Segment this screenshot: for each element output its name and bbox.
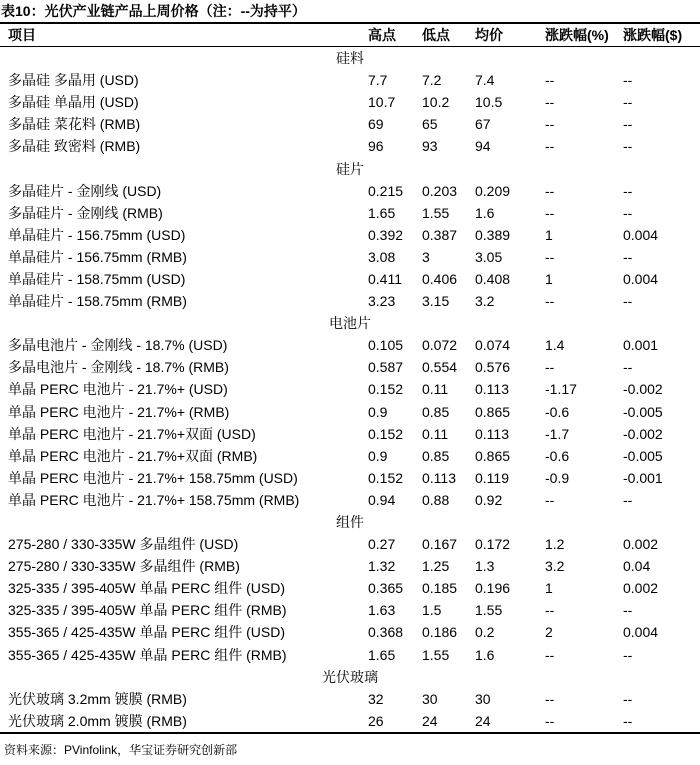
table-row <box>0 710 700 733</box>
change-usd: -- <box>623 94 633 111</box>
high-value: 0.411 <box>368 270 402 287</box>
avg-value: 0.865 <box>475 447 511 464</box>
change-usd: -- <box>623 646 633 663</box>
low-value: 1.55 <box>422 204 450 221</box>
high-value: 69 <box>368 116 384 133</box>
table-row <box>0 599 700 621</box>
high-value: 0.105 <box>368 337 404 354</box>
avg-value: 0.408 <box>475 270 511 287</box>
change-usd: -0.005 <box>623 403 663 420</box>
change-pct: -0.6 <box>545 447 570 464</box>
avg-value: 1.55 <box>475 602 503 619</box>
low-value: 1.25 <box>422 558 450 575</box>
item-name: 325-335 / 395-405W 单晶 PERC 组件 (USD) <box>8 580 285 597</box>
change-pct: 2 <box>545 624 553 641</box>
high-value: 0.587 <box>368 359 404 376</box>
high-value: 0.215 <box>368 182 404 199</box>
table-body <box>0 47 700 733</box>
low-value: 0.11 <box>422 381 449 398</box>
item-name: 光伏玻璃 2.0mm 镀膜 (RMB) <box>8 712 187 729</box>
item-name: 单晶 PERC 电池片 - 21.7%+双面 (RMB) <box>8 447 258 464</box>
change-pct: -- <box>545 712 555 729</box>
low-value: 0.11 <box>422 425 449 442</box>
header-change-pct: 涨跌幅(%) <box>545 27 609 43</box>
header-item: 项目 <box>8 27 36 43</box>
high-value: 1.65 <box>368 646 396 663</box>
avg-value: 94 <box>475 138 491 155</box>
change-usd: -0.005 <box>623 447 663 464</box>
item-name: 单晶硅片 - 156.75mm (RMB) <box>8 248 187 265</box>
item-name: 单晶 PERC 电池片 - 21.7%+ 158.75mm (USD) <box>8 469 298 486</box>
table-row <box>0 688 700 710</box>
change-pct: -- <box>545 116 555 133</box>
high-value: 1.63 <box>368 602 396 619</box>
table-row <box>0 202 700 224</box>
low-value: 0.88 <box>422 491 450 508</box>
table-row <box>0 113 700 135</box>
table-row <box>0 180 700 202</box>
high-value: 0.27 <box>368 536 396 553</box>
table-row <box>0 577 700 599</box>
avg-value: 0.92 <box>475 491 503 508</box>
low-value: 3.15 <box>422 293 450 310</box>
header-change-usd: 涨跌幅($) <box>623 27 683 43</box>
table-row <box>0 445 700 467</box>
item-name: 多晶硅片 - 金刚线 (USD) <box>8 182 162 199</box>
change-usd: -- <box>623 248 633 265</box>
change-pct: -- <box>545 182 555 199</box>
avg-value: 0.074 <box>475 337 511 354</box>
table-title: 表10：光伏产业链产品上周价格（注：--为持平） <box>0 0 700 24</box>
low-value: 0.113 <box>422 469 456 486</box>
item-name: 325-335 / 395-405W 单晶 PERC 组件 (RMB) <box>8 602 287 619</box>
low-value: 10.2 <box>422 94 450 111</box>
avg-value: 24 <box>475 712 491 729</box>
item-name: 单晶硅片 - 156.75mm (USD) <box>8 226 186 243</box>
low-value: 0.406 <box>422 270 458 287</box>
item-name: 光伏玻璃 3.2mm 镀膜 (RMB) <box>8 690 187 707</box>
table-row <box>0 423 700 445</box>
high-value: 26 <box>368 712 384 729</box>
item-name: 多晶硅 单晶用 (USD) <box>8 94 139 111</box>
table-row <box>0 378 700 400</box>
table-row <box>0 533 700 555</box>
low-value: 3 <box>422 248 430 265</box>
avg-value: 1.3 <box>475 558 495 575</box>
high-value: 32 <box>368 690 384 707</box>
section-header-row <box>0 666 700 688</box>
change-usd: 0.002 <box>623 536 659 553</box>
table-row <box>0 467 700 489</box>
change-pct: -- <box>545 491 555 508</box>
avg-value: 3.05 <box>475 248 503 265</box>
avg-value: 0.209 <box>475 182 511 199</box>
change-usd: 0.004 <box>623 226 659 243</box>
change-usd: 0.04 <box>623 558 651 575</box>
change-pct: -- <box>545 94 555 111</box>
change-usd: 0.004 <box>623 270 659 287</box>
source-note: 资料来源：PVinfolink，华宝证券研究创新部 <box>4 743 238 757</box>
header-low: 低点 <box>422 27 450 43</box>
section-header-row <box>0 157 700 179</box>
item-name: 单晶硅片 - 158.75mm (RMB) <box>8 293 187 310</box>
low-value: 1.5 <box>422 602 442 619</box>
avg-value: 30 <box>475 690 491 707</box>
low-value: 93 <box>422 138 438 155</box>
price-table <box>0 24 700 734</box>
high-value: 1.65 <box>368 204 396 221</box>
table-row <box>0 268 700 290</box>
low-value: 65 <box>422 116 438 133</box>
low-value: 0.203 <box>422 182 458 199</box>
change-pct: 1.2 <box>545 536 565 553</box>
change-pct: -1.17 <box>545 381 577 398</box>
table-row <box>0 224 700 246</box>
table-row <box>0 69 700 91</box>
item-name: 多晶电池片 - 金刚线 - 18.7% (RMB) <box>8 359 229 376</box>
item-name: 单晶 PERC 电池片 - 21.7%+ (RMB) <box>8 403 230 420</box>
table-row <box>0 135 700 157</box>
low-value: 0.85 <box>422 447 450 464</box>
change-pct: 1.4 <box>545 337 565 354</box>
high-value: 0.94 <box>368 491 396 508</box>
change-usd: -- <box>623 182 633 199</box>
change-usd: -- <box>623 491 633 508</box>
table-row <box>0 401 700 423</box>
header-avg: 均价 <box>475 27 503 43</box>
high-value: 10.7 <box>368 94 396 111</box>
avg-value: 1.6 <box>475 646 495 663</box>
item-name: 355-365 / 425-435W 单晶 PERC 组件 (RMB) <box>8 646 287 663</box>
section-header-row <box>0 312 700 334</box>
avg-value: 0.172 <box>475 536 511 553</box>
high-value: 0.9 <box>368 403 388 420</box>
table-row <box>0 621 700 643</box>
avg-value: 0.119 <box>475 469 509 486</box>
low-value: 0.186 <box>422 624 458 641</box>
change-usd: -0.002 <box>623 425 663 442</box>
avg-value: 1.6 <box>475 204 495 221</box>
section-title: 电池片 <box>329 315 371 332</box>
high-value: 0.152 <box>368 425 404 442</box>
item-name: 单晶 PERC 电池片 - 21.7%+ (USD) <box>8 381 228 398</box>
avg-value: 67 <box>475 116 491 133</box>
change-pct: 1 <box>545 270 553 287</box>
item-name: 275-280 / 330-335W 多晶组件 (USD) <box>8 536 239 553</box>
section-title: 硅片 <box>336 160 364 177</box>
low-value: 7.2 <box>422 72 442 89</box>
low-value: 1.55 <box>422 646 450 663</box>
avg-value: 0.576 <box>475 359 511 376</box>
table-row <box>0 91 700 113</box>
low-value: 0.185 <box>422 580 458 597</box>
avg-value: 0.865 <box>475 403 511 420</box>
high-value: 0.152 <box>368 469 404 486</box>
header-high: 高点 <box>368 27 396 43</box>
high-value: 0.365 <box>368 580 404 597</box>
item-name: 355-365 / 425-435W 单晶 PERC 组件 (USD) <box>8 624 285 641</box>
table-row <box>0 290 700 312</box>
change-pct: -- <box>545 690 555 707</box>
section-header-row <box>0 47 700 70</box>
change-usd: -0.001 <box>623 469 663 486</box>
item-name: 多晶电池片 - 金刚线 - 18.7% (USD) <box>8 337 228 354</box>
section-title: 光伏玻璃 <box>322 668 378 685</box>
change-usd: -- <box>623 712 633 729</box>
high-value: 0.368 <box>368 624 404 641</box>
change-usd: -- <box>623 138 633 155</box>
avg-value: 7.4 <box>475 72 495 89</box>
avg-value: 3.2 <box>475 293 495 310</box>
change-pct: -- <box>545 138 555 155</box>
low-value: 24 <box>422 712 438 729</box>
avg-value: 0.113 <box>475 381 509 398</box>
change-usd: 0.002 <box>623 580 659 597</box>
change-pct: -- <box>545 293 555 310</box>
item-name: 单晶 PERC 电池片 - 21.7%+双面 (USD) <box>8 425 256 442</box>
change-usd: -0.002 <box>623 381 663 398</box>
high-value: 7.7 <box>368 72 388 89</box>
change-usd: -- <box>623 293 633 310</box>
low-value: 30 <box>422 690 438 707</box>
item-name: 单晶硅片 - 158.75mm (USD) <box>8 270 186 287</box>
change-pct: -- <box>545 248 555 265</box>
change-pct: -- <box>545 204 555 221</box>
low-value: 0.387 <box>422 226 458 243</box>
section-title: 组件 <box>336 514 364 531</box>
item-name: 多晶硅 多晶用 (USD) <box>8 72 139 89</box>
change-pct: -0.9 <box>545 469 570 486</box>
change-pct: 1 <box>545 580 553 597</box>
avg-value: 0.113 <box>475 425 509 442</box>
change-usd: -- <box>623 359 633 376</box>
item-name: 多晶硅 菜花料 (RMB) <box>8 116 141 133</box>
change-pct: -- <box>545 72 555 89</box>
change-usd: -- <box>623 690 633 707</box>
avg-value: 10.5 <box>475 94 503 111</box>
header-row <box>0 24 700 47</box>
high-value: 0.392 <box>368 226 404 243</box>
avg-value: 0.2 <box>475 624 495 641</box>
table-row <box>0 489 700 511</box>
table-row <box>0 246 700 268</box>
table-row <box>0 644 700 666</box>
item-name: 多晶硅 致密料 (RMB) <box>8 138 141 155</box>
low-value: 0.072 <box>422 337 458 354</box>
high-value: 1.32 <box>368 558 396 575</box>
change-usd: -- <box>623 116 633 133</box>
change-usd: 0.001 <box>623 337 659 354</box>
table-row <box>0 555 700 577</box>
change-usd: -- <box>623 204 633 221</box>
change-pct: -- <box>545 646 555 663</box>
low-value: 0.85 <box>422 403 450 420</box>
high-value: 96 <box>368 138 384 155</box>
change-pct: 3.2 <box>545 558 565 575</box>
item-name: 多晶硅片 - 金刚线 (RMB) <box>8 204 163 221</box>
change-usd: -- <box>623 602 633 619</box>
change-usd: -- <box>623 72 633 89</box>
avg-value: 0.389 <box>475 226 511 243</box>
section-header-row <box>0 511 700 533</box>
change-pct: -1.7 <box>545 425 570 442</box>
item-name: 275-280 / 330-335W 多晶组件 (RMB) <box>8 558 240 575</box>
table-row <box>0 356 700 378</box>
high-value: 3.23 <box>368 293 396 310</box>
change-pct: -- <box>545 602 555 619</box>
table-row <box>0 334 700 356</box>
high-value: 3.08 <box>368 248 396 265</box>
low-value: 0.167 <box>422 536 458 553</box>
change-pct: 1 <box>545 226 553 243</box>
avg-value: 0.196 <box>475 580 511 597</box>
change-usd: 0.004 <box>623 624 659 641</box>
change-pct: -0.6 <box>545 403 570 420</box>
change-pct: -- <box>545 359 555 376</box>
high-value: 0.152 <box>368 381 404 398</box>
section-title: 硅料 <box>336 50 364 67</box>
high-value: 0.9 <box>368 447 388 464</box>
low-value: 0.554 <box>422 359 458 376</box>
item-name: 单晶 PERC 电池片 - 21.7%+ 158.75mm (RMB) <box>8 491 300 508</box>
